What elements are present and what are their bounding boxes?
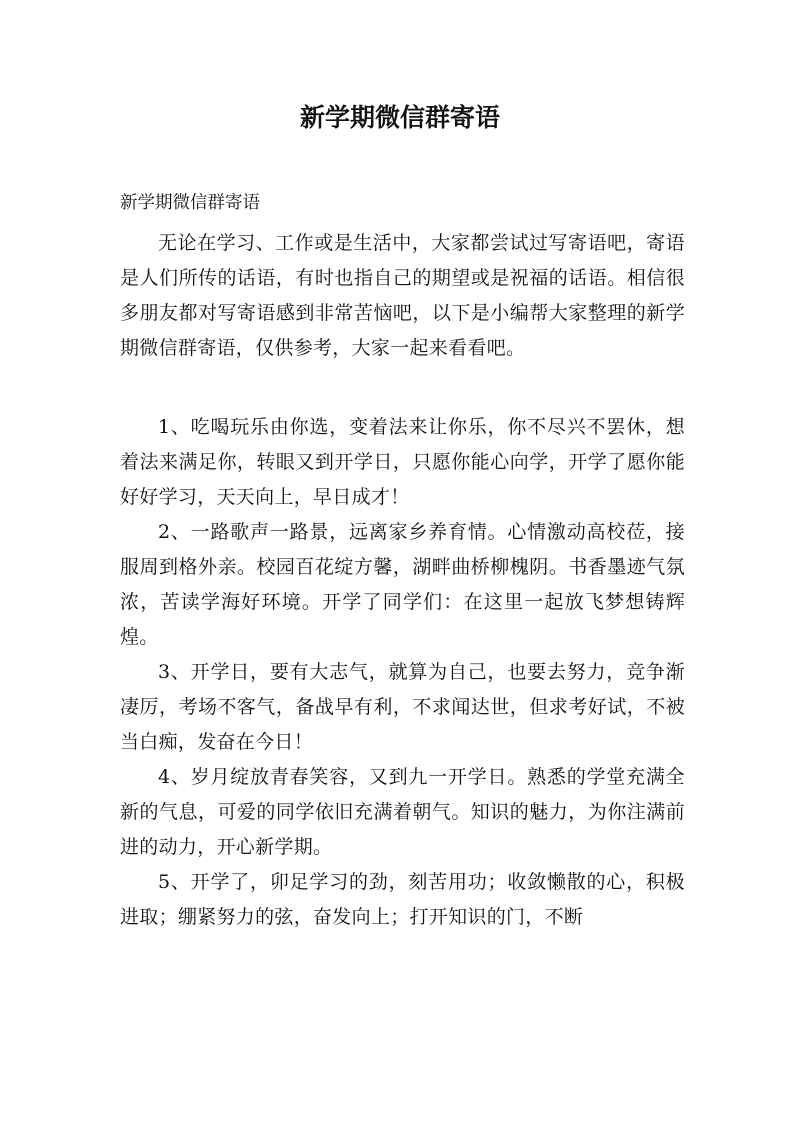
- document-subtitle: 新学期微信群寄语: [120, 193, 260, 213]
- blessing-item-3: 3、开学日，要有大志气，就算为自己，也要去努力，竞争渐凄厉，考场不客气，备战早有利，不求闻达世，但求考好试，不被当白痴，发奋在今日！: [120, 661, 685, 753]
- blessing-item-2: 2、一路歌声一路景，远离家乡养育情。心情激动高校莅，接服周到格外亲。校园百花绽方馨，湖畔曲桥柳槐阴。书香墨迹气氛浓，苦读学海好环境。开学了同学们：在这里一起放飞梦想铸辉煌。: [120, 521, 685, 648]
- blessing-item-1: 1、吃喝玩乐由你选，变着法来让你乐，你不尽兴不罢休，想着法来满足你，转眼又到开学日，只愿你能心向学，开学了愿你能好好学习，天天向上，早日成才！: [120, 416, 685, 508]
- blessing-item-4: 4、岁月绽放青春笑容，又到九一开学日。熟悉的学堂充满全新的气息，可爱的同学依旧充满着朝气。知识的魅力，为你注满前进的动力，开心新学期。: [120, 766, 685, 858]
- document-body: [120, 226, 685, 935]
- paragraph-gap: [120, 366, 685, 410]
- document-title: 新学期微信群寄语: [299, 103, 500, 132]
- blessing-item-5: 5、开学了，卯足学习的劲，刻苦用功；收敛懒散的心，积极进取；绷紧努力的弦，奋发向上；打开知识的门，不断: [120, 871, 685, 928]
- intro-paragraph: 无论在学习、工作或是生活中，大家都尝试过写寄语吧，寄语是人们所传的话语，有时也指自己的期望或是祝福的话语。相信很多朋友都对写寄语感到非常苦恼吧，以下是小编帮大家整理的新学期微信群寄语，仅供参考，大家一起来看看吧。: [120, 232, 685, 359]
